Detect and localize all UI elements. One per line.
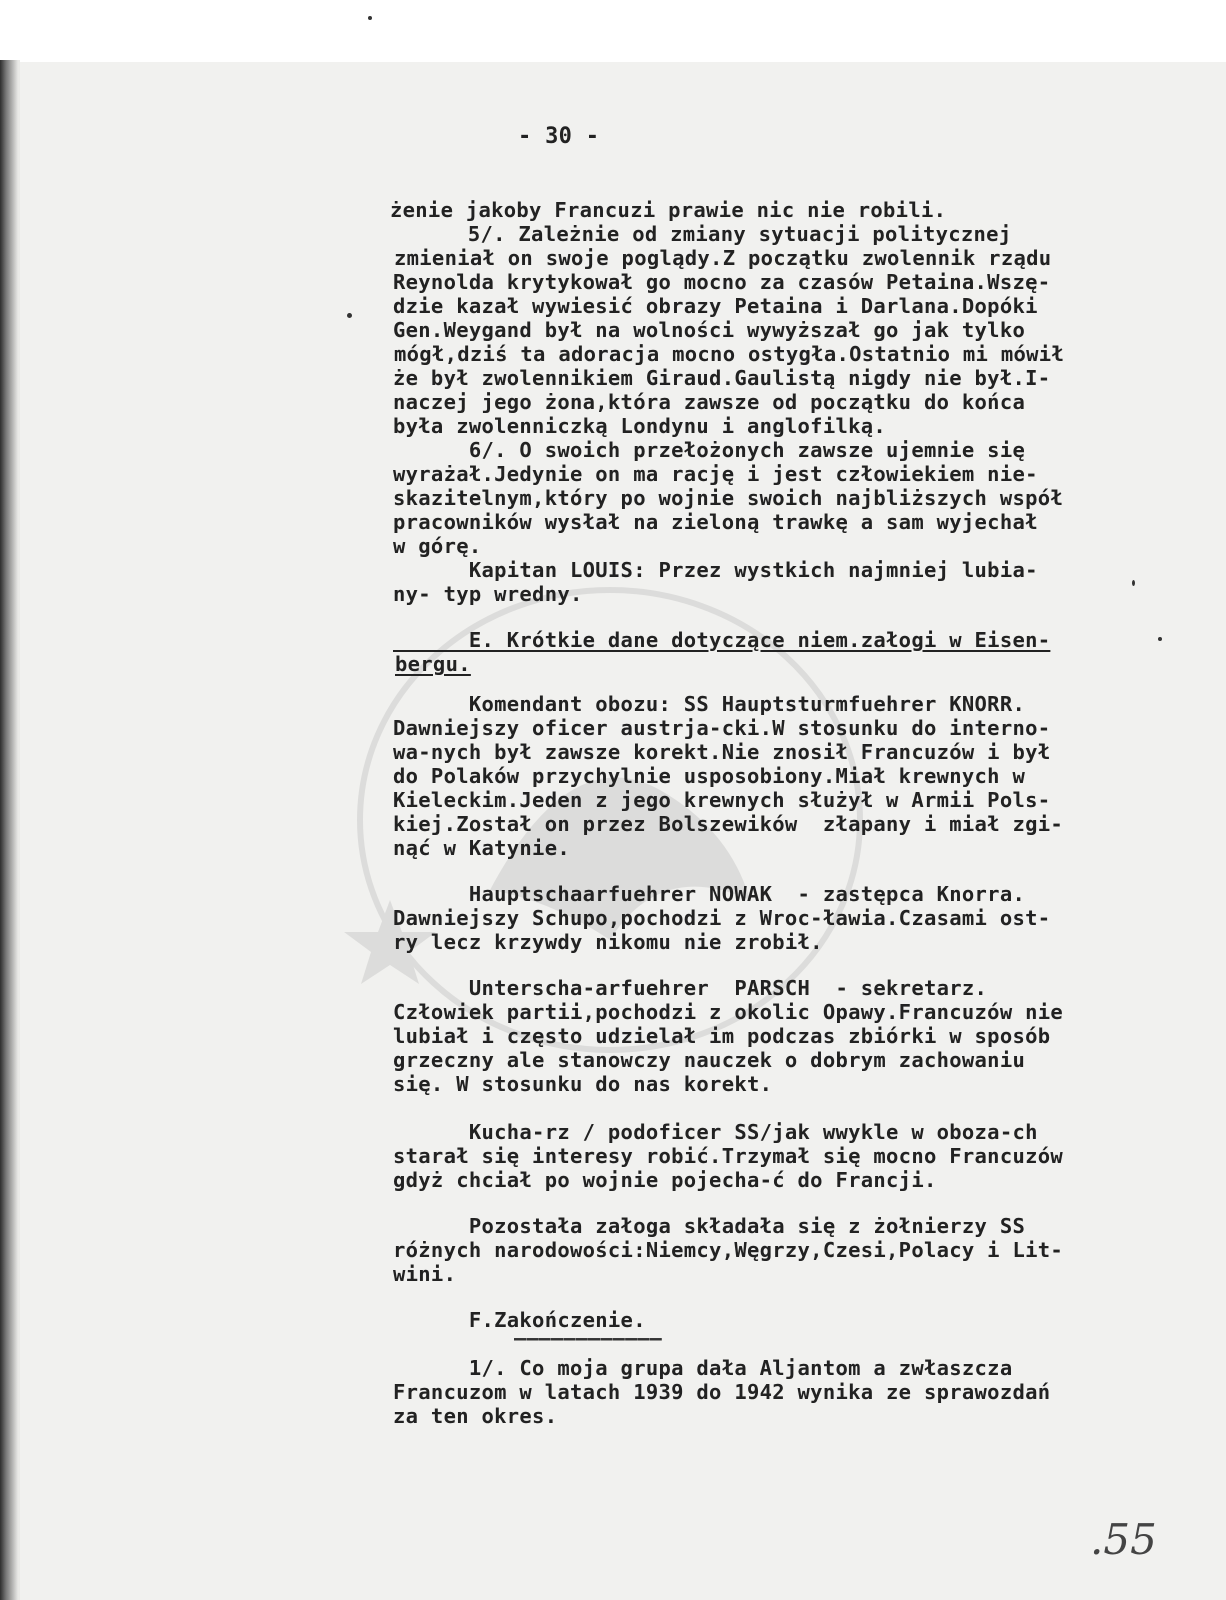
text-line-2: 5/. Zależnie od zmiany sytuacji politycznej — [392, 222, 1012, 246]
scan-speck — [1132, 580, 1135, 586]
text-line-cook-2: starał się interesy robić.Trzymał się mocno Francuzów — [393, 1144, 1064, 1168]
text-line-louis-2: ny- typ wredny. — [393, 582, 583, 606]
text-line-knorr-5: Kieleckim.Jeden z jego krewnych służył w Armii Pols- — [393, 788, 1051, 812]
text-line-cook-1: Kucha-rz / podoficer SS/jak wwykle w oboza-ch — [393, 1120, 1038, 1144]
text-line-14: pracowników wysłał na zieloną trawkę a sam wyjechał — [393, 510, 1038, 534]
text-line-f-3: za ten okres. — [393, 1404, 558, 1428]
text-line-parsch-5: się. W stosunku do nas korekt. — [393, 1072, 773, 1096]
text-line-crew-2: różnych narodowości:Niemcy,Węgrzy,Czesi,Polacy i Lit- — [393, 1238, 1064, 1262]
scan-top-margin — [0, 0, 1226, 62]
text-line-knorr-6: kiej.Został on przez Bolszewików złapany i miał zgi- — [393, 812, 1064, 836]
section-heading-f: F.Zakończenie. — [393, 1308, 646, 1332]
scan-speck — [1158, 637, 1162, 641]
text-line-3: zmieniał on swoje poglądy.Z początku zwolennik rządu — [394, 246, 1052, 270]
text-line-5: dzie kazał wywiesić obrazy Petaina i Darlana.Dopóki — [393, 294, 1038, 318]
text-line-12: wyrażał.Jedynie on ma rację i jest człowiekiem nie- — [393, 462, 1038, 486]
text-line-louis: Kapitan LOUIS: Przez wystkich najmniej lubia- — [393, 558, 1038, 582]
scan-speck — [368, 16, 372, 20]
heading-underline-dashes: ———————————— — [514, 1326, 663, 1350]
text-line-10: była zwolenniczką Londynu i anglofilką. — [393, 414, 887, 438]
text-line-parsch-3: lubiał i często udzielał im podczas zbiórki w sposób — [393, 1024, 1051, 1048]
text-line-15: w górę. — [393, 534, 482, 558]
section-heading-e-2: bergu. — [395, 652, 471, 676]
text-line-knorr-3: wa-nych był zawsze korekt.Nie znosił Francuzów i był — [393, 740, 1051, 764]
text-line-13: skazitelnym,który po wojnie swoich najbliższych współ — [393, 486, 1064, 510]
text-line-6: Gen.Weygand był na wolności wywyższał go jak tylko — [393, 318, 1026, 342]
text-line-nowak-3: ry lecz krzywdy nikomu nie zrobił. — [393, 930, 823, 954]
text-line-knorr-2: Dawniejszy oficer austrja-cki.W stosunku do interno- — [393, 716, 1051, 740]
text-line-crew-3: wini. — [393, 1262, 457, 1286]
text-line-knorr-1: Komendant obozu: SS Hauptsturmfuehrer KNORR. — [393, 692, 1026, 716]
text-line-parsch-4: grzeczny ale stanowczy nauczek o dobrym zachowaniu — [393, 1048, 1026, 1072]
section-heading-e: E. Krótkie dane dotyczące niem.załogi w Eisen- — [393, 628, 1051, 652]
text-line-parsch-1: Unterscha-arfuehrer PARSCH - sekretarz. — [393, 976, 988, 1000]
text-line-crew-1: Pozostała załoga składała się z żołnierzy SS — [393, 1214, 1026, 1238]
text-line-11: 6/. O swoich przełożonych zawsze ujemnie się — [393, 438, 1026, 462]
scan-speck — [347, 313, 352, 318]
text-line-9: naczej jego żona,która zawsze od początku do końca — [393, 390, 1026, 414]
text-line-1: żenie jakoby Francuzi prawie nic nie robili. — [390, 198, 947, 222]
text-line-7: mógł,dziś ta adoracja mocno ostygła.Ostatnio mi mówił — [394, 342, 1065, 366]
handwritten-page-mark: .55 — [1090, 1515, 1157, 1564]
text-line-knorr-4: do Polaków przychylnie usposobiony.Miał krewnych w — [393, 764, 1026, 788]
text-line-nowak-1: Hauptschaarfuehrer NOWAK - zastępca Knorra. — [393, 882, 1026, 906]
text-line-knorr-7: nąć w Katynie. — [393, 836, 570, 860]
text-line-f-1: 1/. Co moja grupa dała Aljantom a zwłaszcza — [393, 1356, 1013, 1380]
text-line-8: że był zwolennikiem Giraud.Gaulistą nigdy nie był.I- — [393, 366, 1051, 390]
page-number: - 30 - — [518, 124, 600, 149]
text-line-parsch-2: Człowiek partii,pochodzi z okolic Opawy.Francuzów nie — [393, 1000, 1064, 1024]
text-line-f-2: Francuzom w latach 1939 do 1942 wynika ze sprawozdań — [393, 1380, 1051, 1404]
text-line-4: Reynolda krytykował go mocno za czasów Petaina.Wszę- — [393, 270, 1051, 294]
text-line-nowak-2: Dawniejszy Schupo,pochodzi z Wroc-ławia.Czasami ost- — [393, 906, 1051, 930]
text-line-cook-3: gdyż chciał po wojnie pojecha-ć do Francji. — [393, 1168, 937, 1192]
